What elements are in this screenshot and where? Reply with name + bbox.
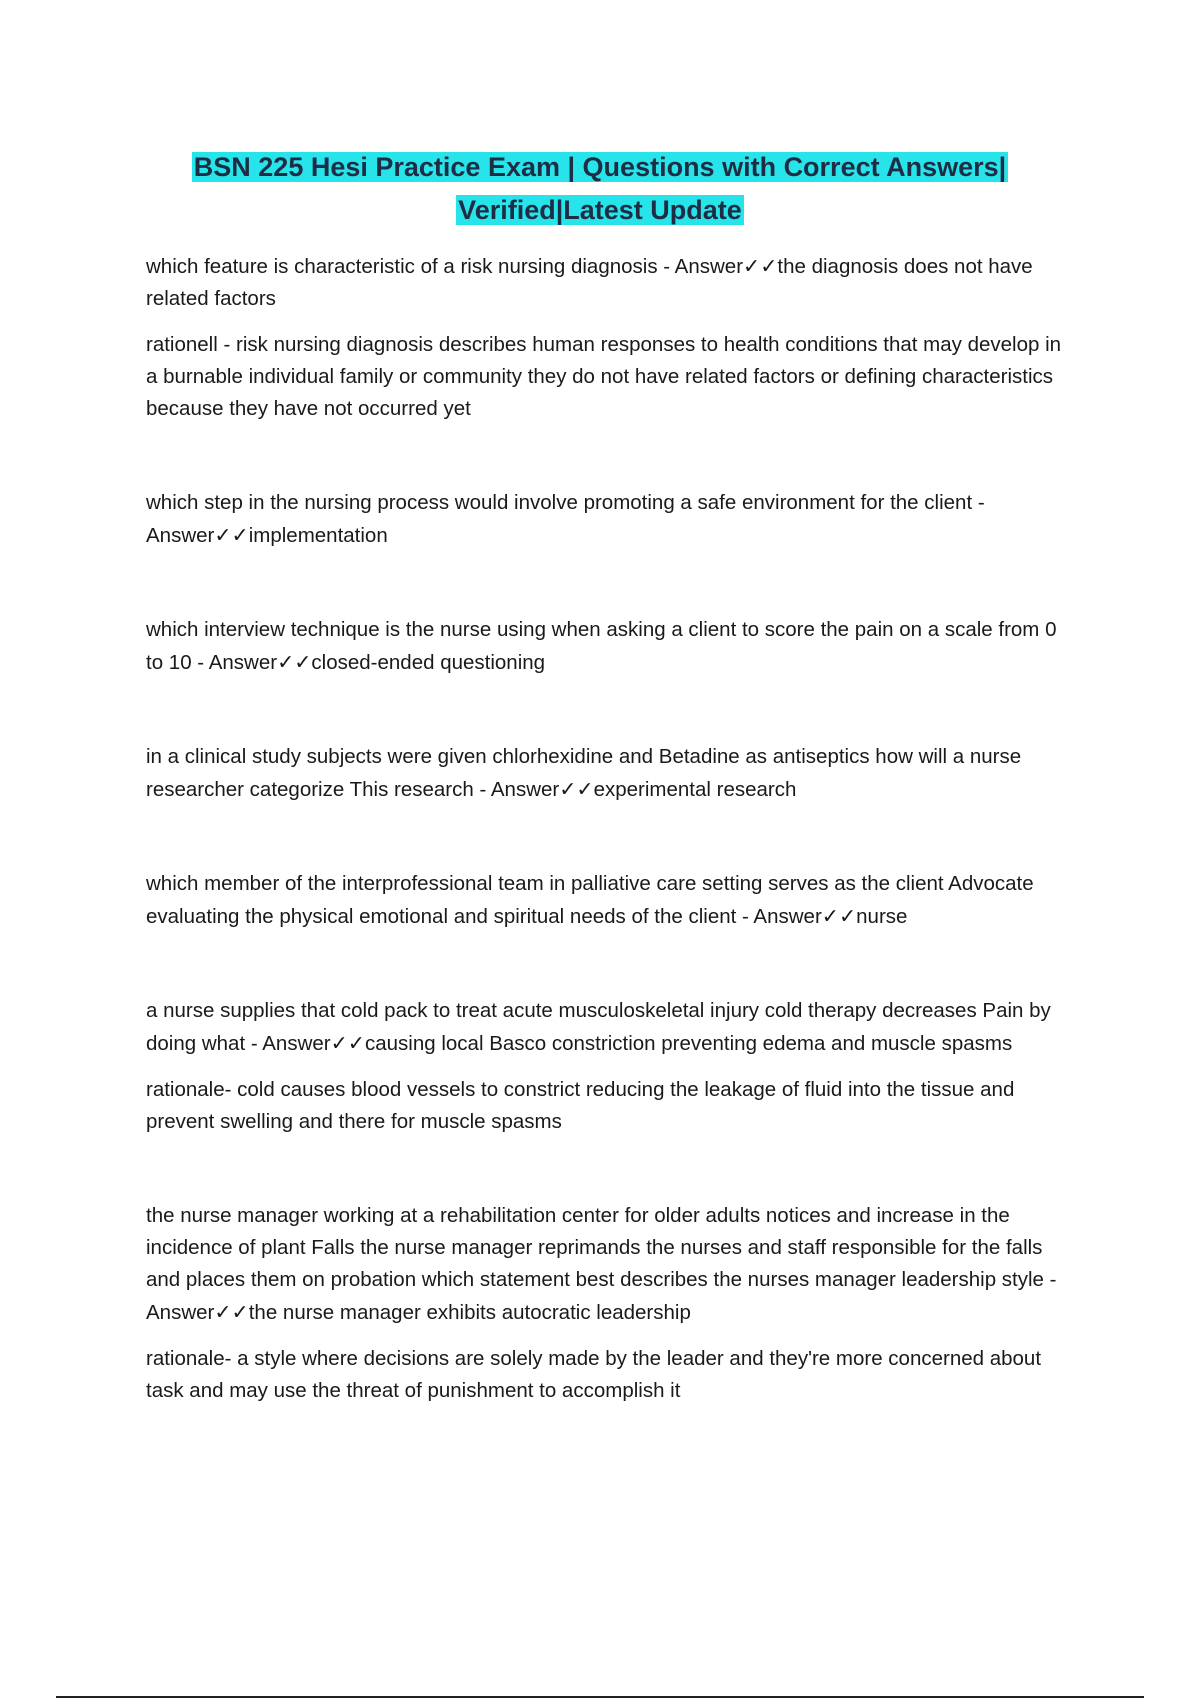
question-item xyxy=(146,250,1066,315)
rationale-text: rationell - risk nursing diagnosis describes human responses to health conditions that may develop in a burnable individual family or community they do not have related factors or defining characteristics because they have not occurred yet xyxy=(146,333,1062,420)
answer-text: implementation xyxy=(248,524,388,547)
page-title xyxy=(120,146,1080,232)
answer-text: the nurse manager exhibits autocratic leadership xyxy=(248,1301,691,1324)
answer-label: - Answer xyxy=(473,778,560,801)
answer-text: experimental research xyxy=(593,778,797,801)
question-text: the nurse manager working at a rehabilitation center for older adults notices and increase in the incidence of plant Falls the nurse manager reprimands the nurses and staff responsible for the falls and places them on probation which statement best describes the nurses manager leadership style xyxy=(146,1204,1044,1291)
rationale-text: rationale- a style where decisions are solely made by the leader and they're more concerned about task and may use the threat of punishment to accomplish it xyxy=(146,1347,1042,1402)
question-text: which interview technique is the nurse using when asking a client to score the pain on a scale from 0 to 10 xyxy=(146,618,1057,674)
question-item xyxy=(146,614,1066,679)
question-text: which feature is characteristic of a risk nursing diagnosis xyxy=(146,255,658,278)
checkmark-icon: ✓✓ xyxy=(559,777,594,801)
question-item xyxy=(146,1200,1066,1329)
question-list xyxy=(146,250,1066,1407)
question-text: which member of the interprofessional team in palliative care setting serves as the client Advocate evaluating the physical emotional and spiritual needs of the client xyxy=(146,872,1034,928)
checkmark-icon: ✓✓ xyxy=(821,904,857,928)
checkmark-icon: ✓✓ xyxy=(277,650,312,674)
question-text: which step in the nursing process would involve promoting a safe environment for the client xyxy=(146,491,973,514)
checkmark-icon: ✓✓ xyxy=(743,254,778,278)
answer-label: - Answer xyxy=(657,255,744,278)
rationale-text: rationale- cold causes blood vessels to constrict reducing the leakage of fluid into the tissue and prevent swelling and there for muscle spasms xyxy=(146,1078,1015,1133)
answer-text: nurse xyxy=(856,905,908,928)
answer-label: - Answer xyxy=(146,491,985,547)
answer-text: the diagnosis does not have related factors xyxy=(146,255,1033,310)
question-item xyxy=(146,868,1066,933)
answer-label: - Answer xyxy=(191,651,278,674)
checkmark-icon: ✓✓ xyxy=(330,1031,365,1055)
answer-text: closed-ended questioning xyxy=(311,651,546,674)
checkmark-icon: ✓✓ xyxy=(214,1300,249,1324)
title-line-2: Verified|Latest Update xyxy=(458,195,742,225)
question-text: a nurse supplies that cold pack to treat acute musculoskeletal injury cold therapy decreases Pain by doing what xyxy=(146,999,1051,1055)
answer-label: - Answer xyxy=(146,1268,1057,1324)
question-item xyxy=(146,741,1066,806)
answer-label: - Answer xyxy=(245,1032,331,1055)
question-item xyxy=(146,487,1066,552)
title-line-1: BSN 225 Hesi Practice Exam | Questions with Correct Answers| xyxy=(193,152,1007,182)
question-text: in a clinical study subjects were given chlorhexidine and Betadine as antiseptics how will a nurse researcher categorize This research xyxy=(146,745,1022,801)
footer-divider xyxy=(56,1696,1144,1698)
question-item xyxy=(146,995,1066,1060)
checkmark-icon: ✓✓ xyxy=(214,523,249,547)
answer-text: causing local Basco constriction preventing edema and muscle spasms xyxy=(364,1032,1013,1055)
answer-label: - Answer xyxy=(736,905,822,928)
